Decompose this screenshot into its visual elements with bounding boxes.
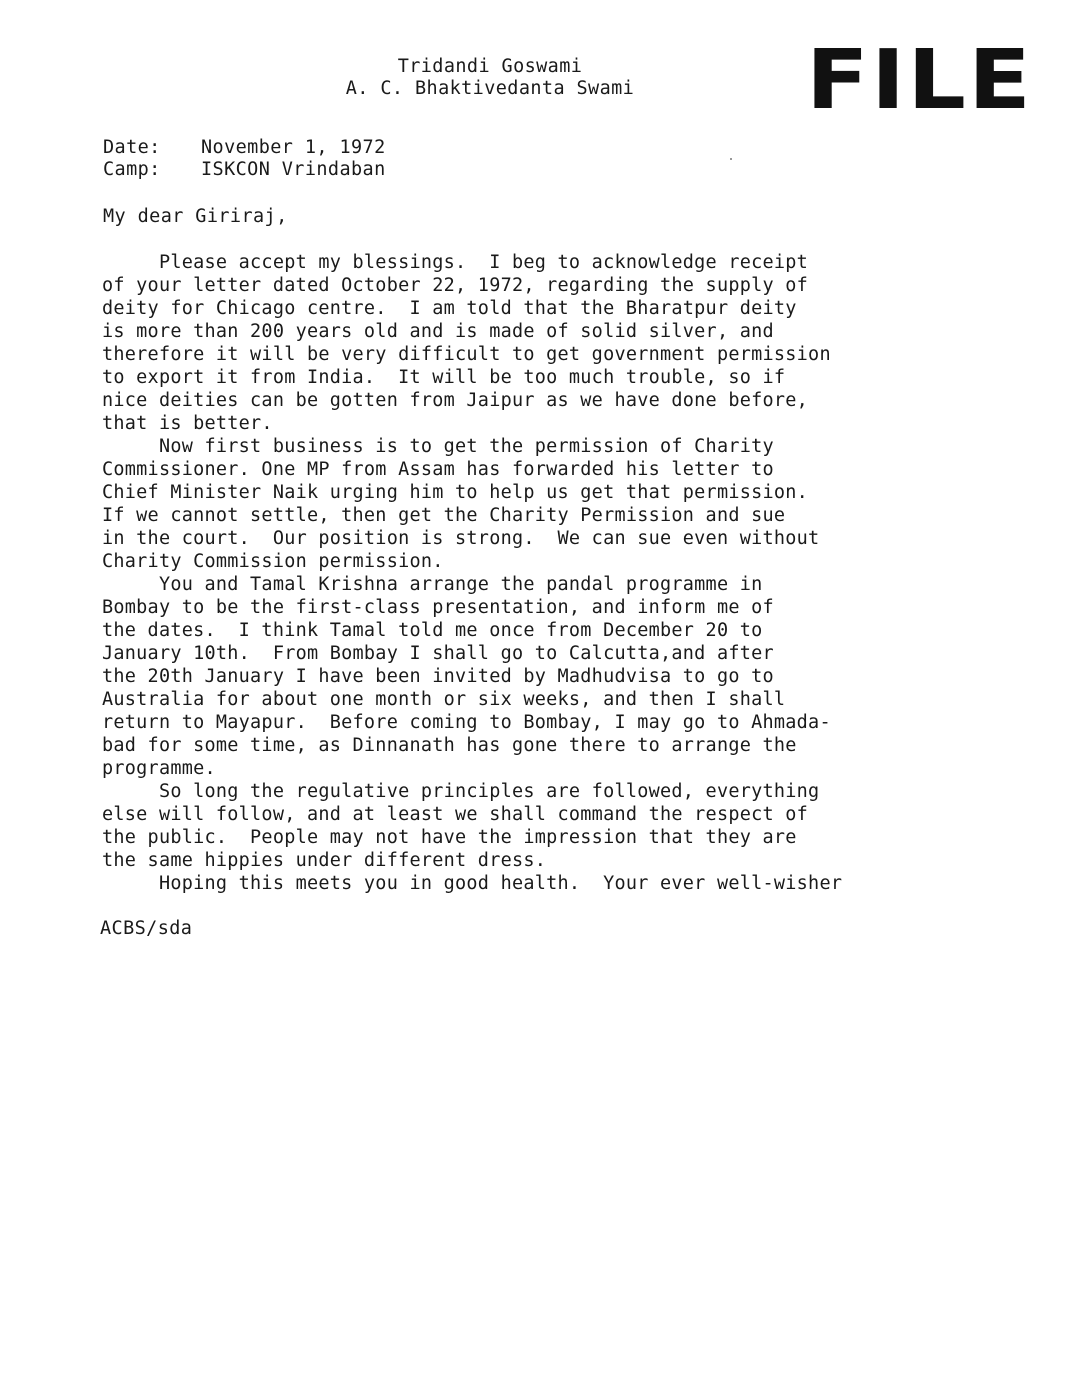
body-line: bad for some time, as Dinnanath has gone there to arrange the [102, 735, 797, 756]
file-stamp: FILE [806, 33, 1034, 128]
body-line: the dates. I think Tamal told me once from December 20 to [102, 620, 763, 641]
letter-body [102, 251, 1002, 895]
body-line: Australia for about one month or six weeks, and then I shall [102, 689, 786, 710]
camp-row [103, 159, 386, 181]
date-label: Date: [103, 137, 161, 158]
body-line: in the court. Our position is strong. We can sue even without [102, 528, 820, 549]
body-line: the 20th January I have been invited by Madhudvisa to go to [102, 666, 774, 687]
camp-value: ISKCON Vrindaban [201, 159, 386, 180]
salutation: My dear Giriraj, [103, 206, 288, 227]
date-row [103, 137, 386, 159]
body-line: else will follow, and at least we shall command the respect of [102, 804, 809, 825]
body-line: Bombay to be the first-class presentation, and inform me of [102, 597, 774, 618]
body-line: to export it from India. It will be too much trouble, so if [102, 367, 786, 388]
letterhead [300, 56, 680, 100]
body-line: You and Tamal Krishna arrange the pandal programme in [102, 574, 763, 595]
body-line: therefore it will be very difficult to get government permission [102, 344, 831, 365]
date-value: November 1, 1972 [201, 137, 386, 158]
body-line: the public. People may not have the impression that they are [102, 827, 797, 848]
reference-initials: ACBS/sda [100, 918, 193, 939]
body-line: So long the regulative principles are followed, everything [102, 781, 820, 802]
body-line: is more than 200 years old and is made of solid silver, and [102, 321, 774, 342]
body-line: Commissioner. One MP from Assam has forwarded his letter to [102, 459, 774, 480]
body-line: Charity Commission permission. [102, 551, 444, 572]
body-line: Chief Minister Naik urging him to help us get that permission. [102, 482, 809, 503]
body-line: deity for Chicago centre. I am told that the Bharatpur deity [102, 298, 797, 319]
body-line: nice deities can be gotten from Jaipur as we have done before, [102, 390, 809, 411]
body-line: January 10th. From Bombay I shall go to Calcutta,and after [102, 643, 774, 664]
body-line: Now first business is to get the permission of Charity [102, 436, 774, 457]
body-line: of your letter dated October 22, 1972, regarding the supply of [102, 275, 809, 296]
letterhead-name: A. C. Bhaktivedanta Swami [345, 78, 635, 99]
body-line: Hoping this meets you in good health. Your ever well-wisher [102, 873, 843, 894]
body-line: that is better. [102, 413, 273, 434]
camp-label: Camp: [103, 159, 161, 180]
body-line: If we cannot settle, then get the Charity Permission and sue [102, 505, 786, 526]
body-line: programme. [102, 758, 216, 779]
body-line: the same hippies under different dress. [102, 850, 547, 871]
body-line: return to Mayapur. Before coming to Bombay, I may go to Ahmada- [102, 712, 831, 733]
body-line: Please accept my blessings. I beg to acknowledge receipt [102, 252, 809, 273]
paper-speck [730, 158, 732, 160]
letter-meta [103, 137, 386, 181]
letterhead-title: Tridandi Goswami [397, 56, 583, 77]
